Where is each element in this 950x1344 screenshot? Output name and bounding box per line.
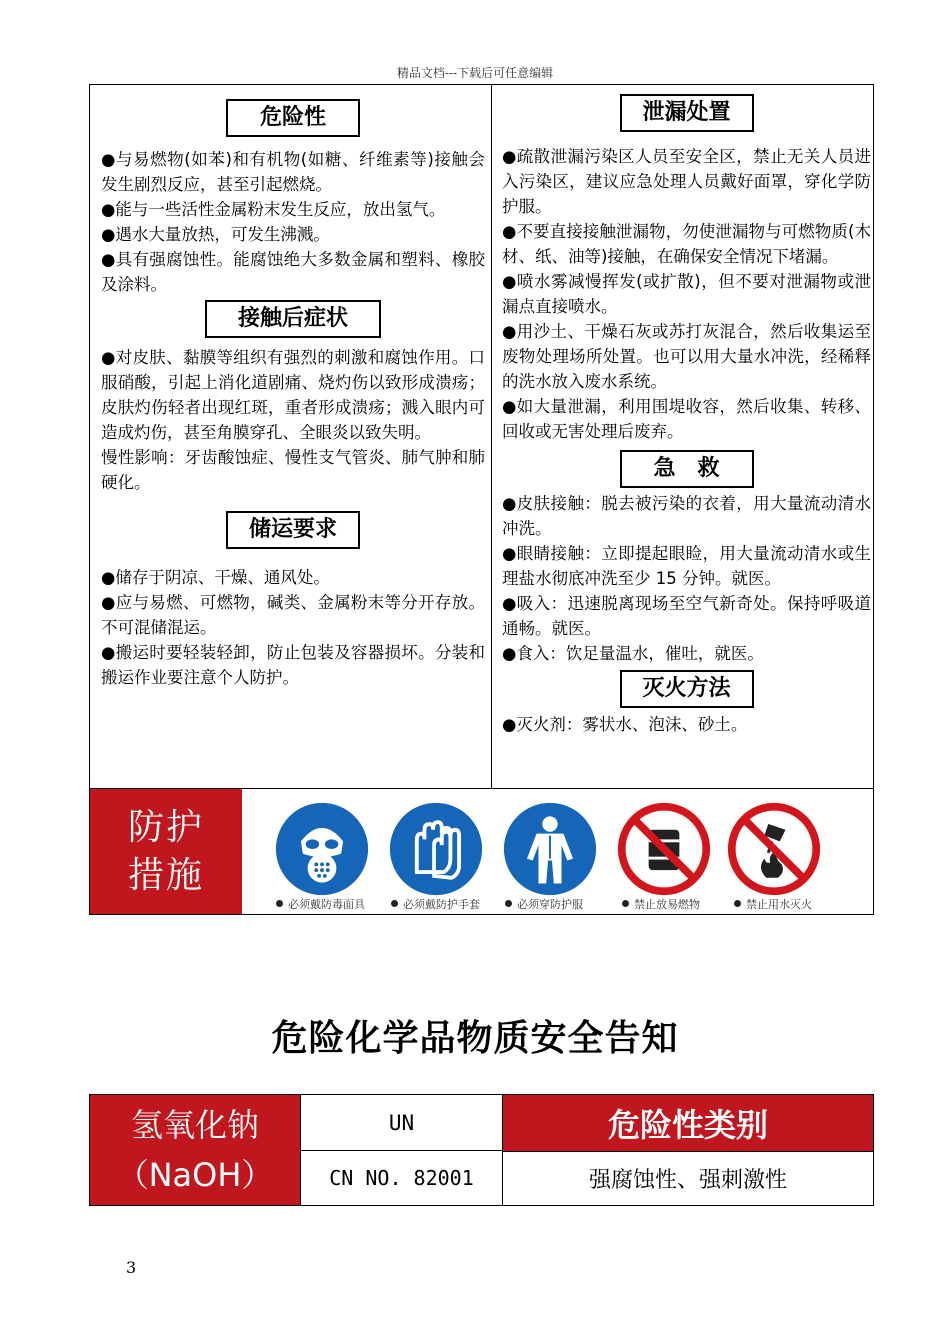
protection-measures bbox=[89, 789, 874, 915]
protection-signs bbox=[242, 789, 873, 914]
protection-label-line2: 措施 bbox=[127, 854, 204, 896]
main-title: 危险化学品物质安全告知 bbox=[271, 1017, 679, 1059]
first-aid-text bbox=[502, 491, 871, 666]
sign-label: 禁止用水灭火 bbox=[734, 896, 812, 912]
section-title-symptoms: 接触后症状 bbox=[205, 300, 381, 338]
leak-line: ●疏散泄漏污染区人员至安全区，禁止无关人员进入污染区，建议应急处理人员戴好面罩，穿化学防护服。 bbox=[502, 147, 871, 216]
fire-text bbox=[502, 712, 871, 737]
symptoms-text bbox=[101, 345, 485, 495]
protective-suit-icon bbox=[502, 801, 598, 897]
hazard-line: ●与易燃物(如苯)和有机物(如糖、纤维素等)接触会发生剧烈反应，甚至引起燃烧。 bbox=[101, 150, 485, 194]
sign-label: 禁止放易燃物 bbox=[622, 896, 700, 912]
hazard-text bbox=[101, 147, 485, 297]
leak-text bbox=[502, 144, 871, 444]
safety-info-table bbox=[89, 84, 874, 789]
header-note: 精品文档---下载后可任意编辑 bbox=[396, 66, 554, 80]
storage-line: ●搬运时要轻装轻卸，防止包装及容器损坏。分装和搬运作业要注意个人防护。 bbox=[101, 643, 485, 687]
section-title-fire: 灭火方法 bbox=[620, 670, 754, 708]
leak-line: ●如大量泄漏，利用围堤收容，然后收集、转移、回收或无害处理后废弃。 bbox=[502, 397, 871, 441]
hazard-class-value: 强腐蚀性、强刺激性 bbox=[502, 1151, 873, 1205]
section-title-storage: 储运要求 bbox=[226, 511, 360, 549]
storage-line: ●应与易燃、可燃物，碱类、金属粉末等分开存放。不可混储混运。 bbox=[101, 593, 485, 637]
first-aid-line: ●眼睛接触：立即提起眼睑，用大量流动清水或生理盐水彻底冲洗至少 15 分钟。就医。 bbox=[502, 544, 871, 588]
leak-line: ●不要直接接触泄漏物，勿使泄漏物与可燃物质(木材、纸、油等)接触，在确保安全情况下堵漏。 bbox=[502, 222, 871, 266]
hazard-line: ●能与一些活性金属粉末发生反应，放出氢气。 bbox=[101, 200, 446, 219]
page-number: 3 bbox=[126, 1258, 137, 1277]
sign-label: 必须戴防毒面具 bbox=[276, 896, 365, 912]
symptoms-line: 慢性影响：牙齿酸蚀症、慢性支气管炎、肺气肿和肺硬化。 bbox=[101, 448, 485, 492]
leak-line: ●用沙土、干燥石灰或苏打灰混合，然后收集运至废物处理场所处置。也可以用大量水冲洗，经稀释的洗水放入废水系统。 bbox=[502, 322, 871, 391]
hazard-line: ●遇水大量放热，可发生沸溅。 bbox=[101, 225, 330, 244]
sign-suit bbox=[498, 801, 602, 901]
section-title-first-aid: 急 救 bbox=[620, 450, 754, 488]
sign-label: 必须戴防护手套 bbox=[391, 896, 480, 912]
leak-line: ●喷水雾减慢挥发(或扩散)，但不要对泄漏物或泄漏点直接喷水。 bbox=[502, 272, 871, 316]
cn-number-cell: CN NO. 82001 bbox=[300, 1151, 502, 1205]
un-cell: UN bbox=[300, 1095, 502, 1151]
storage-line: ●储存于阴凉、干燥、通风处。 bbox=[101, 568, 330, 587]
first-aid-line: ●皮肤接触：脱去被污染的衣着，用大量流动清水冲洗。 bbox=[502, 494, 871, 538]
chemical-name-cell bbox=[90, 1095, 300, 1205]
protection-label-line1: 防护 bbox=[127, 806, 204, 848]
chemical-formula: （NaOH） bbox=[116, 1156, 274, 1194]
left-column bbox=[90, 85, 491, 788]
sign-gas-mask bbox=[270, 801, 374, 901]
sign-gloves bbox=[384, 801, 488, 901]
hazard-class-label: 危险性类别 bbox=[502, 1095, 873, 1151]
fire-line: ●灭火剂：雾状水、泡沫、砂土。 bbox=[502, 715, 748, 734]
hazard-line: ●具有强腐蚀性。能腐蚀绝大多数金属和塑料、橡胶及涂料。 bbox=[101, 250, 485, 294]
no-flammables-icon bbox=[616, 801, 712, 897]
first-aid-line: ●食入：饮足量温水，催吐，就医。 bbox=[502, 644, 764, 663]
protective-gloves-icon bbox=[388, 801, 484, 897]
right-column bbox=[492, 85, 875, 788]
first-aid-line: ●吸入：迅速脱离现场至空气新奇处。保持呼吸道通畅。就医。 bbox=[502, 594, 871, 638]
gas-mask-icon bbox=[274, 801, 370, 897]
storage-text bbox=[101, 565, 485, 690]
chemical-info-table bbox=[89, 1094, 874, 1206]
sign-label: 必须穿防护服 bbox=[505, 896, 583, 912]
symptoms-line: ●对皮肤、黏膜等组织有强烈的刺激和腐蚀作用。口服硝酸，引起上消化道剧痛、烧灼伤以致形成溃疡；皮肤灼伤轻者出现红斑，重者形成溃疡；溅入眼内可造成灼伤，甚至角膜穿孔、全眼炎以致失明。 bbox=[101, 348, 485, 442]
protection-label bbox=[90, 789, 242, 914]
section-title-leak: 泄漏处置 bbox=[620, 94, 754, 132]
chemical-name: 氢氧化钠 bbox=[130, 1106, 259, 1144]
no-water-extinguish-icon bbox=[726, 801, 822, 897]
sign-no-water bbox=[722, 801, 826, 901]
sign-no-flammables bbox=[612, 801, 716, 901]
section-title-hazard: 危险性 bbox=[226, 99, 360, 137]
